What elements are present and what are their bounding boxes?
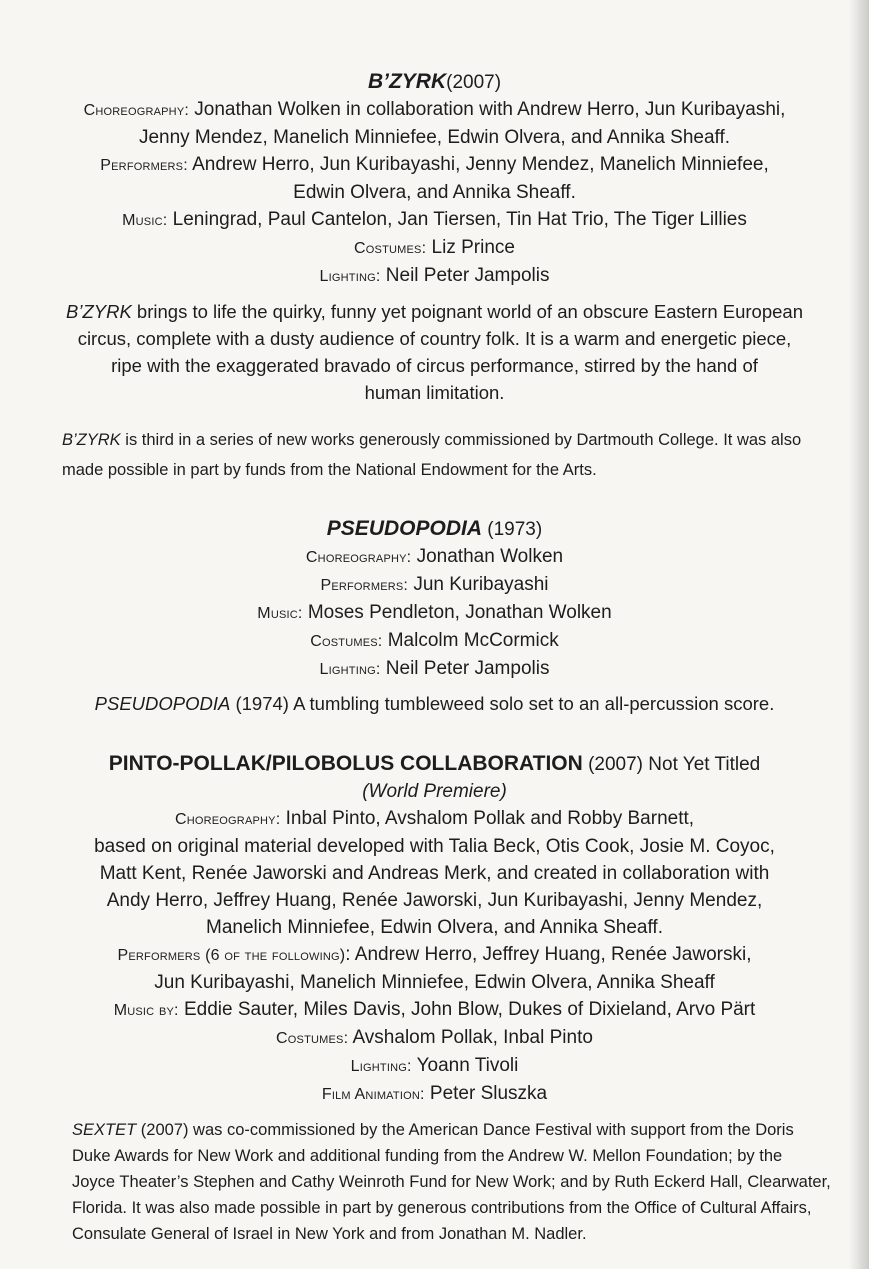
pinto-note-em: SEXTET [72,1121,137,1139]
credit-line [0,151,869,179]
credit-text: Yoann Tivoli [411,1055,519,1076]
credit-label: Costumes: [276,1030,349,1047]
credit-text: Avshalom Pollak, Inbal Pinto [348,1027,593,1048]
credit-label: Costumes: [310,633,383,650]
credit-text: Matt Kent, Renée Jaworski and Andreas Merk, and created in collaboration with [99,863,770,884]
bzyrk-desc-line-2: circus, complete with a dusty audience of country folk. It is a warm and energetic piece, [77,328,792,349]
credit-text: Manelich Minniefee, Edwin Olvera, and Annika Sheaff. [206,917,663,938]
credit-line [0,655,869,683]
pinto-year: (2007) Not Yet Titled [582,754,761,775]
credit-text: Malcolm McCormick [382,630,559,651]
credit-line [0,969,869,996]
pinto-credits [0,805,869,1108]
bzyrk-desc-line-3: ripe with the exaggerated bravado of circus performance, stirred by the hand of [111,355,758,376]
credit-label: Performers: [100,157,188,174]
pseudopodia-desc-line: PSEUDOPODIA (1974) A tumbling tumbleweed solo set to an all-percussion score. [94,693,775,714]
credit-text: Neil Peter Jampolis [380,658,550,679]
credit-text: Edwin Olvera, and Annika Sheaff. [293,182,576,203]
bzyrk-description [0,298,869,406]
credit-line [0,543,869,571]
credit-label: Lighting: [350,1058,412,1075]
credit-line [0,860,869,887]
credit-label: Music by: [113,1002,179,1019]
pinto-note-line-1: SEXTET (2007) was co-commissioned by the American Dance Festival with support from the Doris [72,1121,794,1139]
bzyrk-note-line-2: made possible in part by funds from the National Endowment for the Arts. [62,461,597,479]
page-edge-shadow [849,0,869,1269]
pinto-title: PINTO-POLLAK/PILOBOLUS COLLABORATION [108,752,583,775]
credit-line [0,1080,869,1108]
pseudopodia-description [0,690,869,717]
pinto-heading [0,750,869,778]
pinto-note-line-2: Duke Awards for New Work and additional funding from the Andrew W. Mellon Foundation; by the [72,1147,783,1165]
pseudopodia-section [0,515,869,683]
credit-line [0,914,869,941]
credit-text: Jun Kuribayashi [408,574,549,595]
credit-line [0,206,869,234]
credit-label: Film Animation: [321,1086,425,1103]
credit-text: Jonathan Wolken in collaboration with Andrew Herro, Jun Kuribayashi, [189,99,786,120]
credit-label: Lighting: [319,268,381,285]
credit-line [0,627,869,655]
credit-label: Performers: [320,577,409,594]
credit-text: Eddie Sauter, Miles Davis, John Blow, Dukes of Dixieland, Arvo Pärt [178,999,756,1020]
credit-text: Jenny Mendez, Manelich Minniefee, Edwin Olvera, and Annika Sheaff. [138,127,731,148]
credit-label: Performers (6 of the following) [117,947,346,964]
pinto-note-line-3: Joyce Theater’s Stephen and Cathy Weinroth Fund for New Work; and by Ruth Eckerd Hall, Clearwater, [72,1173,831,1191]
credit-text: Liz Prince [426,237,515,258]
credit-label: Choreography: [83,102,190,119]
credit-line [0,805,869,833]
credit-line [0,996,869,1024]
credit-line [0,1052,869,1080]
credit-label: Choreography: [305,549,412,566]
credit-line [0,1024,869,1052]
credit-label: Choreography: [174,811,281,828]
bzyrk-desc-line-4: human limitation. [364,382,505,403]
credit-text: Leningrad, Paul Cantelon, Jan Tiersen, Tin Hat Trio, The Tiger Lillies [167,209,747,230]
pseudopodia-credits [0,543,869,683]
pseudopodia-year: (1973) [482,519,543,540]
credit-line [0,96,869,124]
bzyrk-title: B’ZYRK [367,70,447,93]
bzyrk-desc-line-1: B’ZYRK brings to life the quirky, funny yet poignant world of an obscure Eastern European [66,301,803,322]
credit-label: Music: [257,605,303,622]
credit-line [0,599,869,627]
credit-line [0,941,869,969]
credit-text: Jonathan Wolken [411,546,564,567]
pinto-note-line-5: Consulate General of Israel in New York and from Jonathan M. Nadler. [72,1225,587,1243]
credit-line [0,571,869,599]
credit-line [0,234,869,262]
credit-label: Lighting: [319,661,381,678]
credit-label: Costumes: [354,240,427,257]
credit-text: Peter Sluszka [424,1083,548,1104]
pinto-subtitle: (World Premiere) [362,781,507,802]
bzyrk-desc-em: B’ZYRK [66,301,132,322]
bzyrk-note-em: B’ZYRK [62,431,121,449]
bzyrk-section [0,68,869,290]
credit-text: Neil Peter Jampolis [380,265,550,286]
credit-text: Jun Kuribayashi, Manelich Minniefee, Edwin Olvera, Annika Sheaff [154,972,715,993]
credit-line [0,833,869,860]
bzyrk-credits [0,96,869,290]
pseudopodia-desc-em: PSEUDOPODIA [94,693,231,714]
pinto-note-line-4: Florida. It was also made possible in part by generous contributions from the Office of Cultural Affairs, [72,1199,812,1217]
credit-line [0,887,869,914]
bzyrk-heading [0,68,869,96]
credit-text: Moses Pendleton, Jonathan Wolken [302,602,612,623]
credit-line [0,124,869,151]
bzyrk-year: (2007) [446,72,502,93]
bzyrk-note [62,425,822,485]
credit-text: Andy Herro, Jeffrey Huang, Renée Jaworski, Jun Kuribayashi, Jenny Mendez, [106,890,763,911]
credit-text: Inbal Pinto, Avshalom Pollak and Robby Barnett, [280,808,695,829]
credit-line [0,179,869,206]
credit-text: Andrew Herro, Jun Kuribayashi, Jenny Mendez, Manelich Minniefee, [187,154,769,175]
pseudopodia-title: PSEUDOPODIA [326,517,482,540]
bzyrk-note-line-1: B’ZYRK is third in a series of new works generously commissioned by Dartmouth College. It was also [62,431,802,449]
credit-line [0,262,869,290]
credit-label: Music: [122,212,168,229]
credit-text: : Andrew Herro, Jeffrey Huang, Renée Jaworski, [345,944,752,965]
pinto-note [72,1117,832,1247]
pinto-section [0,750,869,1108]
credit-text: based on original material developed with Talia Beck, Otis Cook, Josie M. Coyoc, [94,836,775,857]
pseudopodia-heading [0,515,869,543]
